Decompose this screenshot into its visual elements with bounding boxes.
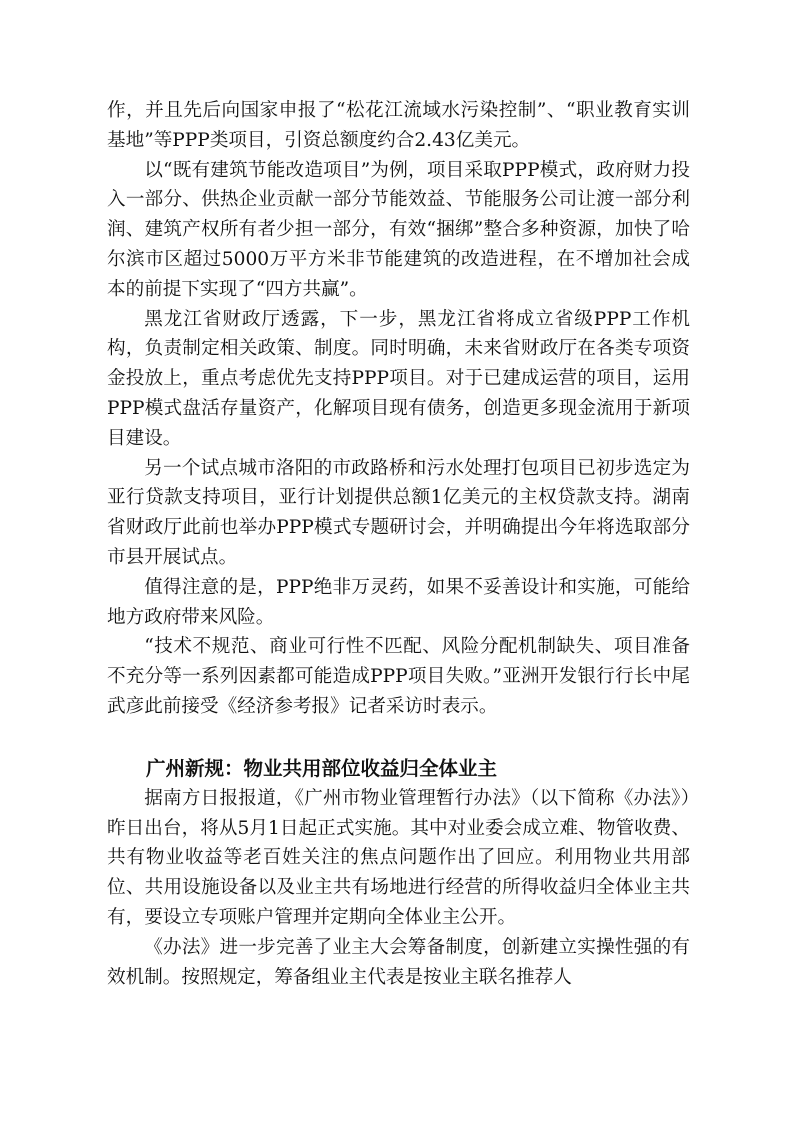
paragraph-owners-assembly: 《办法》进一步完善了业主大会筹备制度，创新建立实操性强的有效机制。按照规定，筹备组业主代表是按业主联名推荐人: [107, 936, 690, 988]
paragraph-adb-quote: “技术不规范、商业可行性不匹配、风险分配机制缺失、项目准备不充分等一系列因素都可能造成PPP项目失败。”亚洲开发银行行长中尾武彦此前接受《经济参考报》记者采访时表示。: [107, 636, 690, 717]
paragraph-building-energy-retrofit: 以“既有建筑节能改造项目”为例，项目采取PPP模式，政府财力投入一部分、供热企业贡献一部分节能效益、节能服务公司让渡一部分利润、建筑产权所有者少担一部分，有效“捆绑”整合多种资源，加快了哈尔滨市区超过5000万平方米非节能建筑的改造进程，在不增加社会成本的前提下实现了“四方共赢”。: [107, 159, 690, 300]
paragraph-ppp-projects-continued: 作，并且先后向国家申报了“松花江流域水污染控制”、“职业教育实训基地”等PPP类项目，引资总额度约合2.43亿美元。: [107, 100, 690, 151]
paragraph-guangzhou-rules: 据南方日报报道，《广州市物业管理暂行办法》（以下简称《办法》）昨日出台，将从5月1日起正式实施。其中对业委会成立难、物管收费、共有物业收益等老百姓关注的焦点问题作出了回应。利用物业共用部位、共用设施设备以及业主共有场地进行经营的所得收益归全体业主共有，要设立专项账户管理并定期向全体业主公开。: [107, 787, 690, 928]
document-page: [107, 96, 690, 992]
section-heading-guangzhou: 广州新规：物业共用部位收益归全体业主: [146, 756, 498, 780]
paragraph-heilongjiang-finance: 黑龙江省财政厅透露，下一步，黑龙江省将成立省级PPP工作机构，负责制定相关政策、制度。同时明确，未来省财政厅在各类专项资金投放上，重点考虑优先支持PPP项目。对于已建成运营的项目，运用PPP模式盘活存量资产，化解项目现有债务，创造更多现金流用于新项目建设。: [107, 308, 690, 449]
paragraph-ppp-risk: 值得注意的是，PPP绝非万灵药，如果不妥善设计和实施，可能给地方政府带来风险。: [107, 576, 690, 628]
paragraph-luoyang-pilot: 另一个试点城市洛阳的市政路桥和污水处理打包项目已初步选定为亚行贷款支持项目，亚行计划提供总额1亿美元的主权贷款支持。湖南省财政厅此前也举办PPP模式专题研讨会，并明确提出今年将选取部分市县开展试点。: [107, 457, 690, 568]
